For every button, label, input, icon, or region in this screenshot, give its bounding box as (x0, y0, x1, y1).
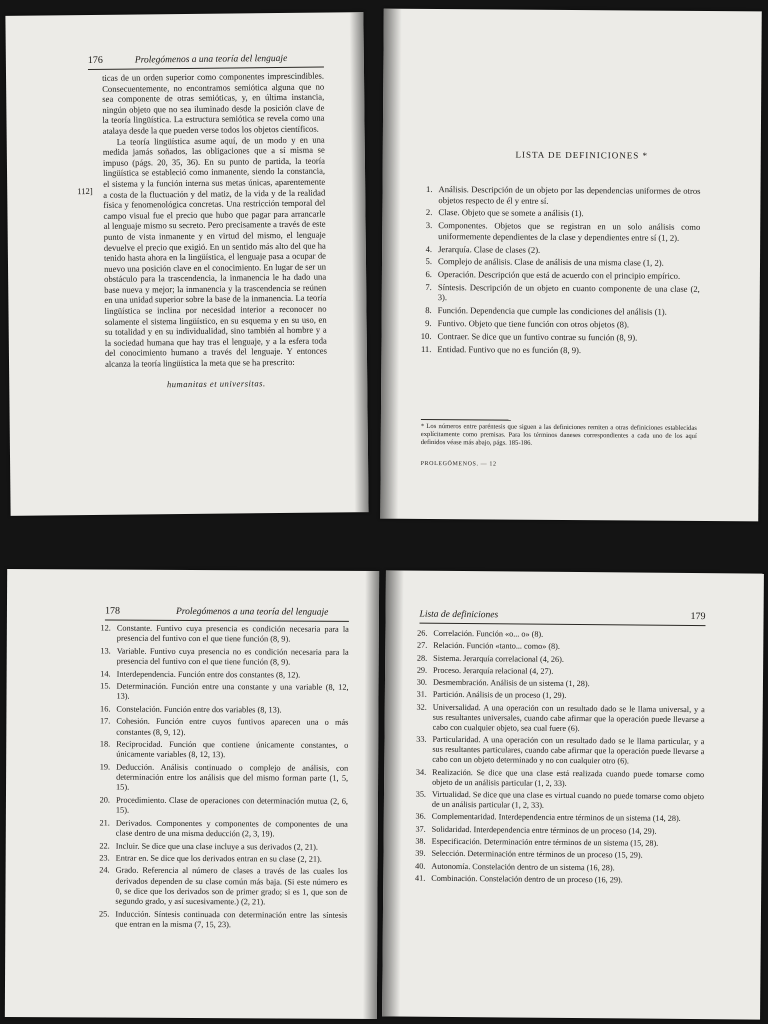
page-178 (5, 569, 379, 1019)
definition-text: Constante. Funtivo cuya presencia es condición necesaria para la presencia del funtivo con el que tiene función (8, 9). (116, 623, 349, 644)
paragraph: ticas de un orden superior como componentes imprescindibles. Consecuentemente, no encontramos semiótica alguna que no sea componente de otras semióticas, y, en última instancia, ningún objeto que no sea iluminado desde la posición clave de la teoría lingüística. La estructura semiótica se revela como una atalaya desde la que pueden verse todos los objetos científicos. (101, 70, 325, 136)
definition-item (411, 343, 699, 356)
binding-shadow (349, 12, 368, 512)
running-title: Prolegómenos a una teoría del lenguaje (175, 606, 329, 618)
definition-number: 8. (425, 305, 432, 316)
definition-text: Entrar en. Se dice que los derivados entran en su clase (2, 21). (115, 853, 322, 864)
definition-number: 36. (415, 812, 426, 822)
definition-number: 10. (420, 330, 432, 341)
definition-text: Particularidad. A una operación con un resultado dado se le llama particular, y a sus resultantes particulares, cuando cabe afirmar que la operación puede llevarse a cabo con un objeto determinado y no con cualquier otro (6). (432, 734, 705, 766)
definition-text: Selección. Determinación entre términos de un proceso (15, 29). (431, 848, 643, 860)
definition-number: 3. (425, 220, 433, 231)
page-number: 179 (690, 611, 706, 623)
binding-shadow (363, 571, 379, 1019)
definition-number: 33. (416, 734, 427, 744)
definition-number: 31. (416, 690, 427, 700)
definition-item (90, 704, 348, 716)
definition-number: 19. (99, 762, 111, 772)
definition-item (407, 641, 705, 654)
definition-item (405, 861, 703, 874)
definition-text: Complementaridad. Interdependencia entre términos de un sistema (14, 28). (431, 812, 681, 824)
definitions-list (89, 623, 349, 933)
running-header (88, 53, 324, 66)
definition-text: Grado. Referencia al número de clases a través de las cuales los derivados dependen de su clase común más baja. (Si este número es 0, se dice que los derivados son de primer grado; si es 1, que son de segundo grado, y así sucesivamente.) (2, 21). (115, 866, 348, 907)
paragraph: La teoría lingüística asume aquí, de un modo y en una medida jamás soñados, las obligaciones que a sí misma se impuso (págs. 20, 35, 36). En su punto de partida, la teoría lingüística se estableció como inmanente, siendo la constancia, el sistema y la función interna sus metas únicas, aparentemente a costa de la fluctuación y del matiz, de la vida y de la realidad física y fenomenológica concretas. Una restricción temporal del campo visual fue el precio que hubo que pagar para arrancarle al lenguaje mismo su secreto. Pero precisamente a través de este punto de vista inmanente y en virtud del mismo, el lenguaje devuelve el precio que exigió. En un sentido más alto del que ha tenido hasta ahora en la lingüística, el lenguaje pasa a ocupar de nuevo una posición clave en el conocimiento. En lugar de ser un obstáculo para la trascendencia, la inmanencia le ha dado una base nueva y mejor; la inmanencia y la trascendencia se reúnen en una unidad superior sobre la base de la inmanencia. La teoría lingüística se inclina por necesidad interior a reconocer no solamente el sistema lingüístico, en su esquema y en su uso, en su totalidad y en su individualidad, sino también al hombre y a la sociedad humana que hay tras el lenguaje, y a la esfera toda del conocimiento humano a través del lenguaje. Y entonces alcanza la teoría lingüística la meta que se ha prescrito: (102, 134, 327, 369)
definition-number: 32. (416, 702, 427, 712)
definition-item (407, 653, 705, 666)
definition-text: Correlación. Función «o... o» (8). (433, 628, 544, 639)
definition-number: 14. (100, 669, 111, 679)
definition-number: 28. (416, 653, 428, 663)
margin-page-marker: 112] (77, 185, 93, 197)
definition-number: 21. (99, 818, 110, 828)
definition-item (406, 735, 704, 768)
definition-item (89, 909, 347, 931)
definition-item (91, 669, 349, 681)
definition-number: 27. (417, 640, 428, 651)
definition-text: Virtualidad. Se dice que una clase es virtual cuando no puede tomarse como objeto de un análisis particular (1, 2, 33). (431, 789, 705, 810)
definition-item (406, 824, 704, 837)
definition-number: 38. (415, 836, 426, 846)
binding-shadow (380, 9, 402, 519)
definition-text: Inducción. Síntesis continuada con determinación entre las síntesis que entran en la misma (7, 15, 23). (115, 909, 348, 930)
definition-text: Síntesis. Descripción de un objeto en cuanto componente de una clase (2, 3). (437, 281, 700, 303)
definition-item (412, 282, 700, 305)
definition-item (412, 318, 700, 331)
definition-text: Universalidad. A una operación con un resultado dado se le llama universal, y a sus resultantes universales, cuando cabe afirmar que la operación puede llevarse a cabo con cualquier objeto, sea cual fuere (6). (432, 702, 705, 733)
definition-number: 9. (425, 318, 432, 329)
section-title: LISTA DE DEFINICIONES * (515, 149, 649, 161)
definition-text: Sistema. Jerarquía correlacional (4, 26). (433, 653, 564, 664)
definition-item (90, 682, 348, 704)
definition-item (406, 836, 704, 849)
definition-item (405, 849, 703, 862)
definition-item (412, 184, 700, 207)
running-title: Prolegómenos a una teoría del lenguaje (134, 53, 288, 66)
page-176 (5, 12, 368, 516)
definition-number: 29. (416, 665, 428, 675)
definition-text: Incluir. Se dice que una clase incluye a sus derivados (2, 21). (115, 841, 319, 852)
definition-number: 40. (415, 861, 426, 871)
definition-item (91, 623, 349, 645)
definition-item (412, 305, 700, 318)
definition-text: Desmembración. Análisis de un sistema (1, 28). (432, 677, 590, 689)
definition-text: Jerarquía. Clase de clases (2). (438, 243, 541, 255)
binding-shadow (382, 570, 404, 1016)
running-header (420, 609, 706, 622)
definition-text: Determinación. Función entre una constante y una variable (8, 12, 13). (116, 681, 349, 702)
definition-number: 26. (417, 628, 428, 638)
definition-item (412, 256, 700, 269)
definition-text: Complejo de análisis. Clase de análisis de una misma clase (1, 2). (437, 256, 664, 268)
definition-text: Cohesión. Función entre cuyos funtivos aparecen una o más constantes (8, 9, 12). (116, 716, 349, 737)
definition-number: 24. (99, 865, 110, 876)
definition-number: 37. (415, 824, 426, 834)
definition-item (90, 818, 348, 840)
definition-text: Deducción. Análisis continuado o complejo de análisis, con determinación entre los análisis que del mismo forman parte (1, 5, 15). (116, 762, 349, 793)
definition-item (407, 665, 705, 678)
definition-text: Relación. Función «tanto... como» (8). (433, 641, 560, 652)
definition-item (91, 646, 349, 668)
definition-text: Entidad. Funtivo que no es función (8, 9). (437, 343, 582, 355)
definition-item (90, 740, 348, 762)
definition-number: 41. (414, 873, 426, 883)
definition-text: Variable. Funtivo cuya presencia no es condición necesaria para la presencia del funtivo con el que tiene función (8, 9). (116, 646, 349, 667)
definition-text: Función. Dependencia que cumple las condiciones del análisis (1). (437, 305, 667, 317)
definition-number: 23. (99, 853, 110, 863)
definition-number: 13. (100, 646, 111, 656)
definition-text: Autonomía. Constelación dentro de un sistema (16, 28). (431, 861, 615, 872)
definition-item (406, 790, 704, 813)
definition-item (407, 629, 705, 642)
running-header (105, 606, 349, 618)
footnote-rule (421, 419, 511, 421)
definition-item (407, 702, 705, 735)
definition-item (406, 812, 704, 825)
definition-text: Solidaridad. Interdependencia entre términos de un proceso (14, 29). (431, 824, 657, 836)
definition-number: 6. (425, 269, 432, 280)
definition-item (89, 866, 347, 909)
motto: humanitas et universitas. (166, 377, 266, 389)
definition-number: 20. (99, 795, 110, 805)
definition-number: 17. (99, 716, 111, 726)
definition-item (412, 269, 700, 282)
definition-item (405, 873, 703, 886)
definition-number: 22. (99, 841, 110, 851)
definition-number: 12. (100, 623, 111, 633)
definition-number: 5. (425, 256, 433, 267)
page-number: 178 (104, 605, 120, 617)
definition-text: Partición. Análisis de un proceso (1, 29). (432, 690, 567, 701)
definition-number: 30. (416, 677, 428, 687)
definition-number: 34. (415, 767, 427, 777)
definition-item (406, 767, 704, 790)
definition-text: Interdependencia. Función entre dos constantes (8, 12). (116, 669, 301, 680)
definition-item (412, 243, 700, 256)
definition-number: 35. (415, 789, 427, 799)
definition-text: Contraer. Se dice que un funtivo contrae su función (8, 9). (437, 330, 638, 343)
definition-item (90, 853, 348, 865)
definition-text: Derivados. Componentes y componentes de componentes de una clase dentro de una misma deducción (2, 3, 19). (115, 818, 348, 839)
definitions-list (411, 184, 700, 358)
definition-number: 16. (100, 704, 111, 714)
footnote: * Los números entre paréntesis que siguen a las definiciones remiten a otras definiciones establecidas explícitamente como premisas. Para los términos daneses correspondientes a cada uno de los aquí definidos véase más abajo, págs. 185-186. (420, 422, 697, 447)
definition-text: Especificación. Determinación entre términos de un sistema (15, 28). (431, 836, 659, 848)
definition-text: Reciprocidad. Función que contiene únicamente constantes, o únicamente variables (8, 12, 13). (116, 739, 349, 760)
body-text (102, 71, 327, 391)
definition-number: 15. (100, 681, 111, 691)
definition-text: Funtivo. Objeto que tiene función con otros objetos (8). (437, 318, 630, 330)
definition-text: Procedimiento. Clase de operaciones con determinación mutua (2, 6, 15). (115, 795, 348, 815)
definition-item (90, 762, 348, 794)
definition-text: Combinación. Constelación dentro de un proceso (16, 29). (431, 873, 623, 885)
definition-number: 7. (425, 281, 432, 292)
definition-number: 25. (98, 909, 110, 919)
signature-mark: PROLEGÓMENOS. — 12 (420, 460, 497, 468)
definition-item (407, 678, 705, 691)
running-title: Lista de definiciones (419, 609, 499, 621)
definition-text: Clase. Objeto que se somete a análisis (1). (438, 207, 584, 219)
definition-item (90, 717, 348, 739)
definition-text: Componentes. Objetos que se registran en un solo análisis como uniformemente dependientes de la clase y dependientes entre sí (1, 2). (438, 220, 701, 243)
definition-text: Proceso. Jerarquía relacional (4, 27). (433, 665, 554, 676)
definition-item (412, 220, 700, 243)
definition-number: 4. (425, 243, 433, 254)
definition-item (411, 331, 699, 344)
definition-number: 1. (426, 183, 433, 195)
page-177 (380, 9, 762, 522)
definition-item (90, 795, 348, 817)
definition-item (90, 841, 348, 853)
definition-text: Constelación. Función entre dos variables (8, 13). (116, 704, 282, 715)
definition-text: Realización. Se dice que una clase está realizada cuando puede tomarse como objeto de un análisis particular (1, 2, 33). (432, 767, 705, 788)
definitions-list (405, 629, 705, 889)
definition-number: 11. (420, 343, 432, 354)
header-rule (419, 623, 705, 626)
page-179 (382, 570, 764, 1019)
definition-item (412, 207, 700, 220)
page-number: 176 (87, 54, 103, 67)
definition-number: 2. (425, 207, 433, 218)
definition-text: Análisis. Descripción de un objeto por las dependencias uniformes de otros objetos respecto de él y entre sí. (438, 184, 701, 206)
definition-number: 39. (415, 848, 426, 858)
header-rule (105, 620, 349, 622)
header-rule (88, 67, 324, 70)
definition-item (407, 690, 705, 703)
definition-number: 18. (99, 739, 111, 749)
definition-text: Operación. Descripción que está de acuerdo con el principio empírico. (437, 269, 681, 281)
